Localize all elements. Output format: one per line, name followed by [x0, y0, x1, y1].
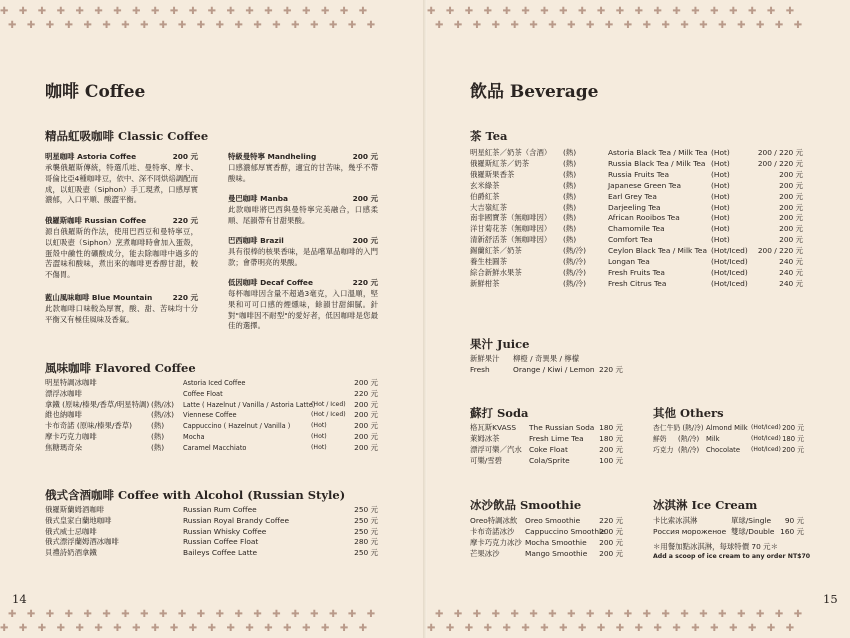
section-title-juice: 果汁 Juice	[470, 337, 530, 351]
item-temp-en: (Hot / Iced)	[311, 400, 346, 408]
item-price: 200 元	[599, 526, 623, 536]
item-name-en: Earl Grey Tea	[608, 191, 657, 201]
item-temp-en: (Hot)	[711, 191, 730, 201]
item-name-zh: 摩卡巧克力冰沙	[470, 537, 522, 547]
item-temp-zh: (熱)	[563, 224, 577, 234]
item-name-en: African Rooibos Tea	[608, 213, 680, 223]
section-title-flavored: 風味咖啡 Flavored Coffee	[45, 361, 196, 375]
item-name-en: Cappuccino ( Hazelnut / Vanilla )	[183, 422, 291, 431]
item-temp-zh: (熱)	[563, 169, 577, 179]
item-name-en: Astoria Iced Coffee	[183, 379, 246, 387]
item-name-en: Longan Tea	[608, 257, 650, 266]
item-price: 200 元	[354, 399, 378, 409]
item-price: 200 元	[599, 537, 623, 547]
item-name-zh: 芒果冰沙	[470, 548, 500, 558]
item-temp-en: (Hot)	[311, 443, 327, 451]
item-price: 160 元	[780, 526, 804, 536]
item-name-en: Mocha Smoothie	[525, 537, 587, 547]
item-temp-zh: (熱)	[151, 421, 165, 431]
menu-item-name: 俄羅斯咖啡 Russian Coffee	[45, 216, 147, 225]
item-temp-en: (Hot)	[711, 224, 730, 234]
item-temp-zh: (熱/冷)	[678, 445, 700, 454]
item-name-zh: 摩卡巧克力咖啡	[45, 432, 97, 441]
item-name-zh: 俄式漂浮蘭姆酒冰咖啡	[45, 537, 119, 547]
item-size: 單球/Single	[731, 516, 771, 525]
item-name-zh: 巧克力	[653, 445, 674, 454]
item-temp-zh: (熱)	[563, 235, 577, 245]
menu-item-price: 200 元	[352, 194, 378, 203]
item-price: 220 元	[599, 364, 623, 374]
section-title-tea: 茶 Tea	[470, 129, 508, 143]
item-temp-en: (Hot/Iced)	[711, 267, 748, 277]
item-name-en: Russian Whisky Coffee	[183, 526, 267, 536]
menu-item-price: 200 元	[352, 152, 378, 161]
right-page	[427, 0, 850, 638]
item-name-en: Cappuccino Smoothie	[525, 526, 606, 536]
item-name-en: Caramel Macchiato	[183, 443, 247, 452]
item-price: 200 元	[779, 224, 803, 234]
item-name-zh: 焦糖瑪奇朵	[45, 442, 82, 452]
item-name-zh: 鮮奶	[653, 434, 667, 443]
item-price: 200 元	[599, 548, 623, 558]
item-name-zh: 伯爵紅茶	[470, 191, 500, 201]
item-temp-en: (Hot)	[711, 169, 730, 179]
menu-item-description: 具有很棒的核果香味，是品嚐單品咖啡的入門款；會帶明亮的果酸。	[228, 247, 378, 267]
item-name-zh: 萊姆冰茶	[470, 433, 500, 443]
item-name-zh: 錫蘭紅茶／奶茶	[470, 246, 522, 256]
item-name-zh: Oreo特調冰飲	[470, 516, 518, 525]
item-name-zh: 大吉嶺紅茶	[470, 202, 507, 212]
item-price: 180 元	[782, 434, 804, 443]
item-name-en: Russia Black Tea / Milk Tea	[608, 158, 706, 168]
item-temp-en: (Hot / Iced)	[311, 411, 346, 419]
item-price: 200 元	[599, 444, 623, 454]
item-name-zh: 卡布奇諾冰沙	[470, 526, 515, 536]
item-name-en: Mocha	[183, 433, 205, 441]
item-name-en: Darjeeling Tea	[608, 202, 661, 212]
item-name-en: Oreo Smoothie	[525, 516, 581, 525]
item-name: 卡比索冰淇淋	[653, 516, 698, 525]
item-name-zh: 俄羅斯果香茶	[470, 169, 515, 179]
item-name-en: Fresh Lime Tea	[529, 433, 584, 443]
item-name-zh: 明星特調冰咖啡	[45, 378, 97, 387]
item-name: 新鮮果汁	[470, 354, 500, 363]
item-price: 220 元	[599, 516, 623, 525]
item-temp-en: (Hot/Iced)	[751, 424, 781, 431]
item-price: 250 元	[354, 548, 378, 558]
item-name-en: Russian Coffee Float	[183, 537, 259, 547]
section-title-soda: 蘇打 Soda	[470, 406, 529, 420]
item-temp-en: (Hot/Iced)	[751, 445, 781, 453]
item-temp-en: (Hot)	[711, 158, 730, 168]
item-temp-zh: (熱/冰)	[151, 410, 175, 420]
decorative-cross-row: ✚✚✚✚✚✚✚✚✚✚✚✚✚✚✚✚✚✚✚✚	[8, 20, 386, 31]
item-flavors: 柳橙 / 奇異果 / 檸檬	[513, 354, 580, 363]
item-price: 200 元	[354, 442, 378, 452]
item-name-zh: 明星紅茶／奶茶（含酒）	[470, 148, 552, 157]
item-name-en: Comfort Tea	[608, 235, 653, 245]
menu-item-name: 明星咖啡 Astoria Coffee	[45, 152, 137, 161]
item-name-en: Almond Milk	[706, 424, 748, 432]
item-price: 200 元	[354, 421, 378, 431]
decorative-cross-row: ✚✚✚✚✚✚✚✚✚✚✚✚✚✚✚✚✚✚✚✚	[427, 6, 805, 17]
item-temp-zh: (熱/冷)	[563, 267, 587, 277]
item-name-en: Milk	[706, 434, 720, 443]
item-name-zh: 漂浮冰咖啡	[45, 388, 82, 398]
decorative-cross-row: ✚✚✚✚✚✚✚✚✚✚✚✚✚✚✚✚✚✚✚✚	[8, 609, 386, 620]
item-price: 100 元	[599, 455, 623, 465]
menu-item-description: 源自俄羅斯的作法，使用巴西豆和曼特寧豆，以虹吸壺（Siphon）烹煮咖啡時會加入蛋殼，蛋殼中鹼性的礦酸成分，能去除咖啡中過多的苦澀味和酸味，煮出來的咖啡更香醇甘甜，較不傷胃。	[45, 227, 198, 280]
item-name-en: Japanese Green Tea	[608, 180, 681, 190]
item-name-en: Fresh Citrus Tea	[608, 278, 667, 288]
item-name-zh: 拿鐵 (原味/榛果/香草/明星特調)	[45, 399, 150, 409]
menu-item-description: 此款咖啡口味較為厚實，酸、甜、苦味均十分平衡又有極佳風味及香氣。	[45, 304, 198, 324]
item-temp-zh: (熱)	[563, 191, 577, 201]
page-number: 14	[12, 592, 27, 606]
item-size: 雙球/Double	[731, 526, 775, 536]
item-price: 200 / 220 元	[757, 246, 803, 256]
item-name-zh: 洋甘菊花茶（無咖啡因）	[470, 224, 552, 234]
item-price: 200 / 220 元	[757, 158, 803, 168]
decorative-cross-row: ✚✚✚✚✚✚✚✚✚✚✚✚✚✚✚✚✚✚✚✚	[435, 20, 813, 31]
item-temp-zh: (熱/冷)	[678, 434, 700, 443]
item-name-zh: 貝禮詩奶酒拿鐵	[45, 548, 97, 558]
item-price: 200 元	[354, 432, 378, 441]
item-name-en: Cola/Sprite	[529, 455, 570, 465]
item-temp-en: (Hot/Iced)	[711, 278, 748, 288]
item-name-zh: 新鮮柑茶	[470, 278, 500, 288]
menu-item-price: 220 元	[172, 216, 198, 225]
section-title-alcohol: 俄式含酒咖啡 Coffee with Alcohol (Russian Style)	[45, 488, 346, 502]
item-temp-zh: (熱)	[151, 432, 165, 441]
item-name-zh: 俄式威士忌咖啡	[45, 526, 97, 536]
item-name-en: Russian Rum Coffee	[183, 505, 257, 514]
item-name-en: Chamomile Tea	[608, 224, 665, 234]
section-title-classic: 精品虹吸咖啡 Classic Coffee	[45, 129, 209, 143]
decorative-cross-row: ✚✚✚✚✚✚✚✚✚✚✚✚✚✚✚✚✚✚✚✚	[0, 623, 378, 634]
item-name-en: Fresh Fruits Tea	[608, 267, 665, 277]
item-price: 200 元	[779, 191, 803, 201]
menu-item-description: 承襲俄羅斯傳統，特選爪哇、曼特寧、摩卡、哥倫比亞4種咖啡豆，依中、深不同烘焙調配而成，以虹吸壺（Siphon）手工現煮，口感厚實濃郁，入口平順、酸澀平衡。	[45, 163, 198, 205]
item-flavors: Orange / Kiwi / Lemon	[513, 364, 595, 374]
item-price: 200 元	[779, 169, 803, 179]
item-price: 250 元	[354, 505, 378, 514]
menu-item-price: 200 元	[172, 152, 198, 161]
item-name-en: Coke Float	[529, 444, 568, 454]
item-temp-en: (Hot)	[711, 235, 730, 245]
item-price: 200 元	[779, 202, 803, 212]
item-price: 280 元	[354, 537, 378, 547]
section-title-smoothie: 冰沙飲品 Smoothie	[470, 498, 582, 512]
item-price: 180 元	[599, 433, 623, 443]
item-name-en: The Russian Soda	[529, 423, 595, 432]
menu-item-name: 特級曼特寧 Mandheling	[228, 152, 317, 161]
item-name-zh: 漂浮可樂／汽水	[470, 444, 522, 454]
item-temp-zh: (熱)	[563, 148, 577, 157]
item-name-en: Coffee Float	[183, 389, 223, 398]
section-title-icecream: 冰淇淋 Ice Cream	[653, 498, 758, 512]
icecream-note-en: Add a scoop of ice cream to any order NT$70	[653, 553, 811, 560]
item-name: Россия мороженое	[653, 526, 727, 536]
menu-item-name: 曼巴咖啡 Manba	[228, 194, 289, 203]
item-name-en: Russian Royal Brandy Coffee	[183, 515, 290, 525]
item-name-zh: 綜合新鮮水果茶	[470, 267, 522, 277]
item-temp-en: (Hot)	[311, 433, 327, 440]
item-temp-en: (Hot/Iced)	[711, 257, 748, 266]
item-temp-en: (Hot)	[311, 422, 327, 430]
item-price: 200 元	[782, 424, 804, 432]
item-name-zh: 卡布奇諾 (原味/榛果/香草)	[45, 421, 133, 431]
item-price: 180 元	[599, 423, 623, 432]
item-price: 200 元	[354, 378, 378, 387]
item-price: 240 元	[779, 257, 803, 266]
icecream-note: ＊用餐加點冰淇淋，每球特價 70 元＊	[653, 542, 778, 551]
item-name-zh: 俄羅斯紅茶／奶茶	[470, 158, 530, 168]
item-name-zh: 清新舒活茶（無咖啡因）	[470, 235, 552, 245]
item-name-en: Astoria Black Tea / Milk Tea	[608, 148, 708, 157]
item-name-en: Mango Smoothie	[525, 548, 588, 558]
menu-item-name: 藍山風味咖啡 Blue Mountain	[45, 293, 153, 302]
item-temp-en: (Hot)	[711, 213, 730, 223]
item-price: 240 元	[779, 278, 803, 288]
item-price: 240 元	[779, 267, 803, 277]
item-name-en: Latte ( Hazelnut / Vanilla / Astoria Latte)	[183, 400, 316, 409]
page-title: 咖啡 Coffee	[45, 82, 146, 102]
item-price: 200 元	[354, 410, 378, 420]
item-name-en: Viennese Coffee	[183, 411, 237, 420]
menu-item-description: 每杯咖啡因含量不超過3毫克，入口溫順，堅果和可可口感的煙燻味，餘韻甘甜細膩。針對"咖啡因不耐型"的愛好者，低因咖啡是您最佳的選擇。	[228, 289, 378, 331]
menu-item-name: 低因咖啡 Decaf Coffee	[228, 278, 313, 287]
item-name: Fresh	[470, 364, 490, 374]
item-name-en: Chocolate	[706, 445, 741, 454]
item-price: 200 / 220 元	[757, 148, 803, 157]
item-name-zh: 南非國寶茶（無咖啡因）	[470, 213, 552, 223]
item-price: 90 元	[784, 516, 804, 525]
item-name-zh: 玄米綠茶	[470, 180, 500, 190]
item-name-zh: 維也納咖啡	[45, 410, 82, 420]
menu-item-price: 220 元	[172, 293, 198, 302]
decorative-cross-row: ✚✚✚✚✚✚✚✚✚✚✚✚✚✚✚✚✚✚✚✚	[0, 6, 378, 17]
item-name-en: Russia Fruits Tea	[608, 169, 670, 179]
item-temp-zh: (熱/冷)	[563, 246, 587, 256]
item-temp-zh: (熱)	[563, 180, 577, 190]
item-temp-zh: (熱)	[151, 442, 165, 452]
item-name-en: Ceylon Black Tea / Milk Tea	[608, 246, 708, 256]
item-temp-zh: (熱/冰)	[151, 399, 175, 409]
item-name-en: Baileys Coffee Latte	[183, 548, 258, 558]
menu-item-description: 此款咖啡將巴西與曼特寧完美融合，口感柔順、尾韻帶有甘甜果酸。	[228, 205, 378, 225]
item-name-zh: 杏仁牛奶 (熱/冷)	[653, 424, 704, 432]
page-title: 飲品 Beverage	[470, 82, 599, 102]
item-temp-zh: (熱)	[563, 213, 577, 223]
menu-item-price: 220 元	[352, 278, 378, 287]
item-name-zh: 俄羅斯蘭姆酒咖啡	[45, 505, 105, 514]
item-name-zh: 可樂/雪碧	[470, 455, 503, 465]
item-name-zh: 俄式皇家白蘭地咖啡	[45, 515, 112, 525]
item-name-zh: 養生桂圓茶	[470, 257, 507, 266]
menu-item-price: 200 元	[352, 236, 378, 245]
item-temp-en: (Hot/Iced)	[751, 434, 781, 442]
item-temp-en: (Hot/Iced)	[711, 246, 748, 256]
item-price: 200 元	[782, 445, 804, 454]
item-price: 220 元	[354, 388, 378, 398]
left-page	[0, 0, 423, 638]
item-price: 250 元	[354, 515, 378, 525]
item-price: 250 元	[354, 526, 378, 536]
page-number: 15	[823, 592, 838, 606]
item-price: 200 元	[779, 235, 803, 245]
item-price: 200 元	[779, 213, 803, 223]
item-temp-zh: (熱)	[563, 202, 577, 212]
item-name-zh: 格瓦斯KVASS	[470, 423, 517, 432]
item-temp-en: (Hot)	[711, 180, 730, 190]
item-temp-zh: (熱)	[563, 158, 577, 168]
item-price: 200 元	[779, 180, 803, 190]
item-temp-zh: (熱/冷)	[563, 278, 587, 288]
decorative-cross-row: ✚✚✚✚✚✚✚✚✚✚✚✚✚✚✚✚✚✚✚✚	[435, 609, 813, 620]
item-temp-en: (Hot)	[711, 202, 730, 212]
menu-item-description: 口感濃郁厚實香醇，適宜的甘苦味，幾乎不帶酸味。	[228, 163, 378, 183]
item-temp-en: (Hot)	[711, 148, 730, 157]
decorative-cross-row: ✚✚✚✚✚✚✚✚✚✚✚✚✚✚✚✚✚✚✚✚	[427, 623, 805, 634]
section-title-others: 其他 Others	[653, 406, 724, 420]
item-temp-zh: (熱/冷)	[563, 257, 587, 266]
menu-item-name: 巴西咖啡 Brazil	[228, 236, 284, 245]
